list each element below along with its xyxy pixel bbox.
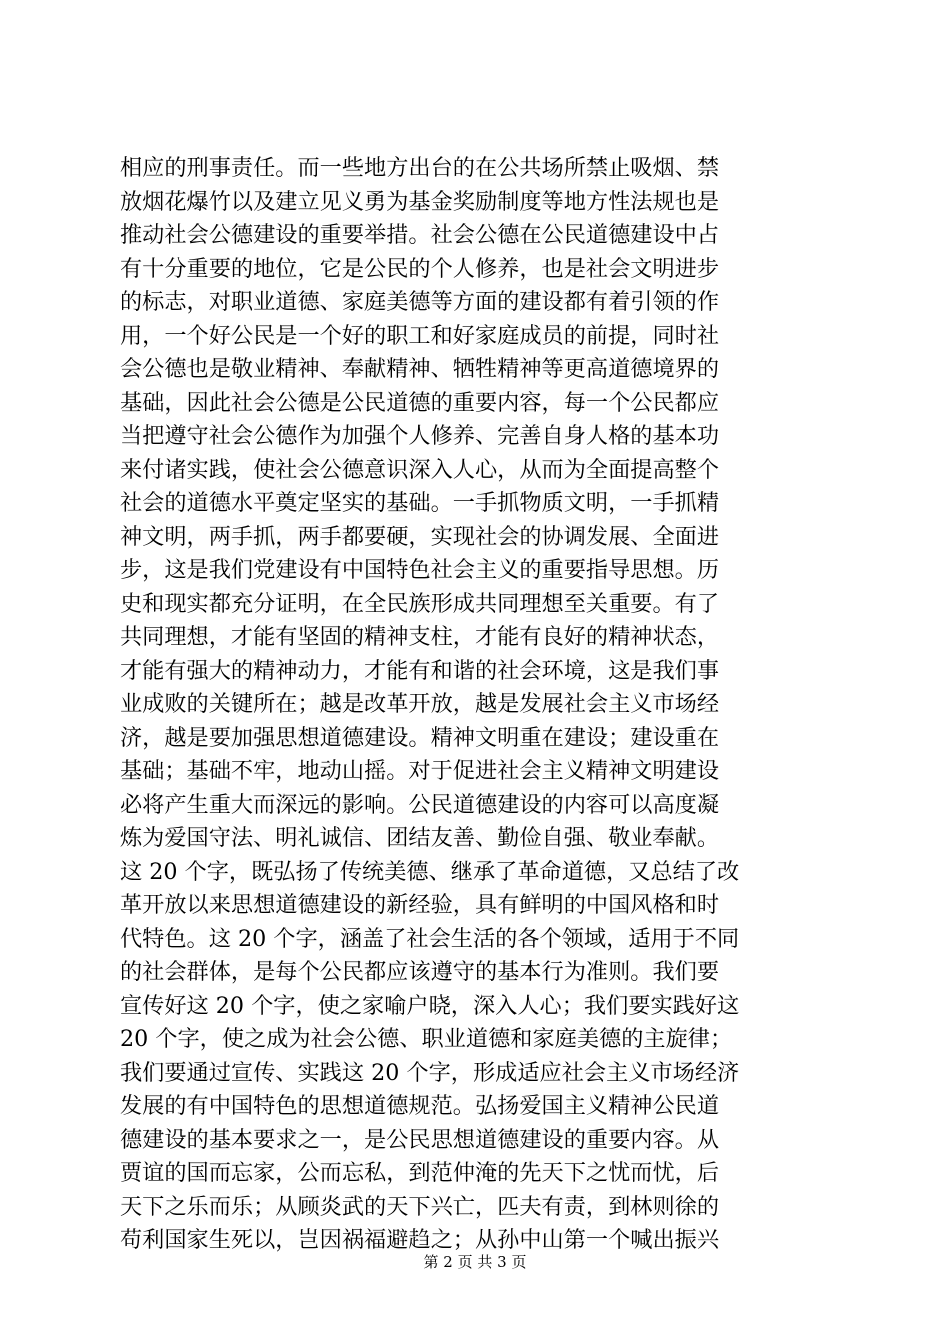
- text-line: 放烟花爆竹以及建立见义勇为基金奖励制度等地方性法规也是: [120, 188, 720, 215]
- text-line: 推动社会公德建设的重要举措。社会公德在公民道德建设中占: [120, 222, 720, 248]
- text-line: 的社会群体，是每个公民都应该遵守的基本行为准则。我们要: [120, 959, 720, 985]
- text-line: 20 个字，使之成为社会公德、职业道德和家庭美德的主旋律；: [120, 1026, 733, 1052]
- text-line: 共同理想，才能有坚固的精神支柱，才能有良好的精神状态，: [120, 624, 720, 650]
- text-line: 神文明，两手抓，两手都要硬，实现社会的协调发展、全面进: [120, 523, 720, 550]
- text-line: 代特色。这 20 个字，涵盖了社会生活的各个领域，适用于不同: [120, 925, 740, 952]
- text-line: 来付诸实践，使社会公德意识深入人心，从而为全面提高整个: [120, 456, 720, 483]
- text-line: 史和现实都充分证明，在全民族形成共同理想至关重要。有了: [120, 590, 720, 617]
- text-line: 德建设的基本要求之一，是公民思想道德建设的重要内容。从: [120, 1126, 720, 1153]
- text-line: 才能有强大的精神动力，才能有和谐的社会环境，这是我们事: [120, 657, 720, 684]
- text-line: 的标志，对职业道德、家庭美德等方面的建设都有着引领的作: [120, 289, 720, 315]
- text-line: 革开放以来思想道德建设的新经验，具有鲜明的中国风格和时: [120, 892, 720, 918]
- text-line: 会公德也是敬业精神、奉献精神、牺牲精神等更高道德境界的: [120, 356, 720, 382]
- text-line: 业成败的关键所在；越是改革开放，越是发展社会主义市场经: [120, 691, 720, 717]
- text-line: 我们要通过宣传、实践这 20 个字，形成适应社会主义市场经济: [120, 1059, 740, 1086]
- text-line: 炼为爱国守法、明礼诚信、团结友善、勤俭自强、敬业奉献。: [120, 825, 720, 851]
- text-line: 用，一个好公民是一个好的职工和好家庭成员的前提，同时社: [120, 322, 720, 349]
- page-number-footer: 第 2 页 共 3 页: [423, 1253, 527, 1271]
- text-line: 有十分重要的地位，它是公民的个人修养，也是社会文明进步: [120, 255, 720, 282]
- text-line: 社会的道德水平奠定坚实的基础。一手抓物质文明，一手抓精: [120, 490, 720, 516]
- text-line: 这 20 个字，既弘扬了传统美德、继承了革命道德，又总结了改: [120, 858, 740, 885]
- text-line: 发展的有中国特色的思想道德规范。弘扬爱国主义精神公民道: [120, 1093, 720, 1119]
- text-line: 相应的刑事责任。而一些地方出台的在公共场所禁止吸烟、禁: [120, 155, 720, 181]
- text-line: 当把遵守社会公德作为加强个人修养、完善自身人格的基本功: [120, 423, 720, 449]
- body-text: [120, 152, 850, 1258]
- text-line: 苟利国家生死以，岂因祸福避趋之；从孙中山第一个喊出振兴: [120, 1227, 720, 1253]
- text-line: 济，越是要加强思想道德建设。精神文明重在建设；建设重在: [120, 724, 720, 751]
- text-line: 天下之乐而乐；从顾炎武的天下兴亡，匹夫有责，到林则徐的: [120, 1193, 720, 1220]
- text-line: 必将产生重大而深远的影响。公民道德建设的内容可以高度凝: [120, 791, 720, 818]
- text-line: 贾谊的国而忘家，公而忘私，到范仲淹的先天下之忧而忧，后: [120, 1160, 720, 1186]
- text-line: 基础；基础不牢，地动山摇。对于促进社会主义精神文明建设: [120, 758, 720, 784]
- text-line: 基础，因此社会公德是公民道德的重要内容，每一个公民都应: [120, 389, 720, 416]
- text-line: 步，这是我们党建设有中国特色社会主义的重要指导思想。历: [120, 557, 720, 583]
- text-line: 宣传好这 20 个字，使之家喻户晓，深入人心；我们要实践好这: [120, 992, 740, 1019]
